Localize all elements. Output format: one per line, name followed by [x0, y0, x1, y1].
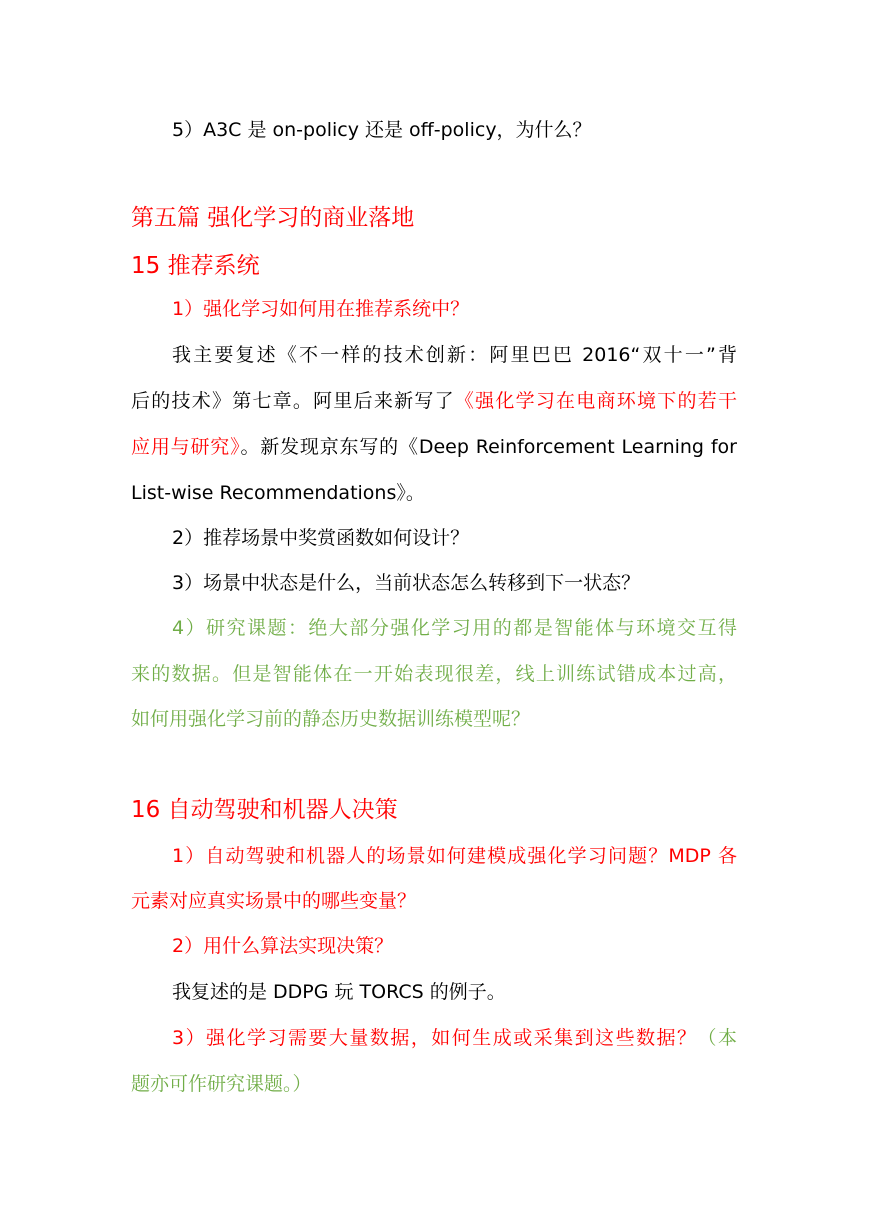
paragraph-text: 。新发现京东写的《Deep Reinforcement Learning for	[240, 436, 737, 458]
question-a3c: 5）A3C 是 on-policy 还是 off-policy，为什么？	[172, 119, 592, 141]
research-note-start: （本	[697, 1027, 737, 1049]
paper-link-title-part2: 应用与研究》	[131, 436, 241, 458]
section-16-title: 16 自动驾驶和机器人决策	[131, 797, 398, 823]
sec16-question-3-line-1	[172, 1026, 737, 1050]
sec15-paragraph-line-4: List-wise Recommendations》。	[131, 482, 425, 504]
sec15-question-4-line-3: 如何用强化学习前的静态历史数据训练模型呢？	[131, 708, 531, 730]
part-title: 第五篇 强化学习的商业落地	[131, 205, 415, 231]
sec15-question-2: 2）推荐场景中奖赏函数如何设计？	[172, 527, 470, 549]
section-15-title: 15 推荐系统	[131, 253, 260, 279]
sec16-question-1-line-1: 1）自动驾驶和机器人的场景如何建模成强化学习问题？MDP 各	[172, 845, 737, 867]
paper-link-title-part1: 《强化学习在电商环境下的若干	[454, 390, 737, 412]
sec15-question-4-line-1: 4）研究课题：绝大部分强化学习用的都是智能体与环境交互得	[172, 617, 737, 639]
sec15-question-4-line-2: 来的数据。但是智能体在一开始表现很差，线上训练试错成本过高，	[131, 663, 737, 685]
sec15-question-1: 1）强化学习如何用在推荐系统中？	[172, 298, 470, 320]
sec15-paragraph-line-2	[131, 389, 737, 413]
sec15-question-3: 3）场景中状态是什么，当前状态怎么转移到下一状态？	[172, 572, 641, 594]
paragraph-text: 后的技术》第七章。阿里后来新写了	[131, 390, 455, 412]
sec15-paragraph-line-1: 我主要复述《不一样的技术创新：阿里巴巴 2016“双十一”背	[172, 344, 737, 366]
sec16-question-1-line-2: 元素对应真实场景中的哪些变量？	[131, 890, 417, 912]
sec16-paragraph: 我复述的是 DDPG 玩 TORCS 的例子。	[172, 981, 506, 1003]
sec16-question-3-line-2: 题亦可作研究课题。）	[131, 1073, 312, 1095]
sec16-question-2: 2）用什么算法实现决策？	[172, 935, 394, 957]
sec15-paragraph-line-3	[131, 435, 737, 459]
question-text: 3）强化学习需要大量数据，如何生成或采集到这些数据？	[172, 1027, 698, 1049]
